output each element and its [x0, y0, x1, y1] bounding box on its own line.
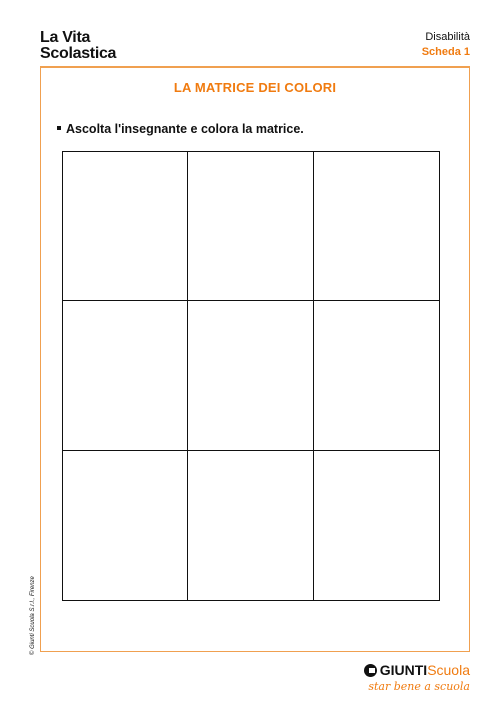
brand-tagline: star bene a scuola — [368, 680, 470, 693]
giunti-scuola-logo — [364, 662, 470, 693]
matrix-cell-3-2[interactable] — [188, 451, 313, 600]
logo-line-2: Scolastica — [40, 45, 117, 62]
brand-scuola: Scuola — [427, 662, 470, 678]
matrix-cell-1-3[interactable] — [314, 152, 439, 301]
copyright-notice: © Giunti Scuola S.r.l., Firenze — [30, 576, 36, 655]
logo-line-1: La Vita — [40, 29, 91, 46]
bullet-icon — [57, 126, 61, 130]
header-info — [422, 30, 470, 60]
matrix-cell-2-2[interactable] — [188, 301, 313, 450]
giunti-g-icon — [364, 664, 377, 677]
matrix-cell-2-1[interactable] — [63, 301, 188, 450]
la-vita-scolastica-logo — [40, 30, 116, 62]
matrix-cell-1-2[interactable] — [188, 152, 313, 301]
worksheet-title: LA MATRICE DEI COLORI — [173, 80, 337, 95]
sheet-label: Scheda 1 — [421, 46, 470, 58]
matrix-cell-2-3[interactable] — [314, 301, 439, 450]
instruction-text: Ascolta l'insegnante e colora la matrice. — [66, 122, 304, 136]
instruction — [57, 122, 304, 136]
brand-giunti: GIUNTI — [379, 662, 428, 678]
matrix-cell-3-3[interactable] — [314, 451, 439, 600]
matrix-cell-1-1[interactable] — [63, 152, 188, 301]
category-label: Disabilità — [425, 31, 470, 43]
color-matrix-grid — [62, 151, 440, 601]
matrix-cell-3-1[interactable] — [63, 451, 188, 600]
